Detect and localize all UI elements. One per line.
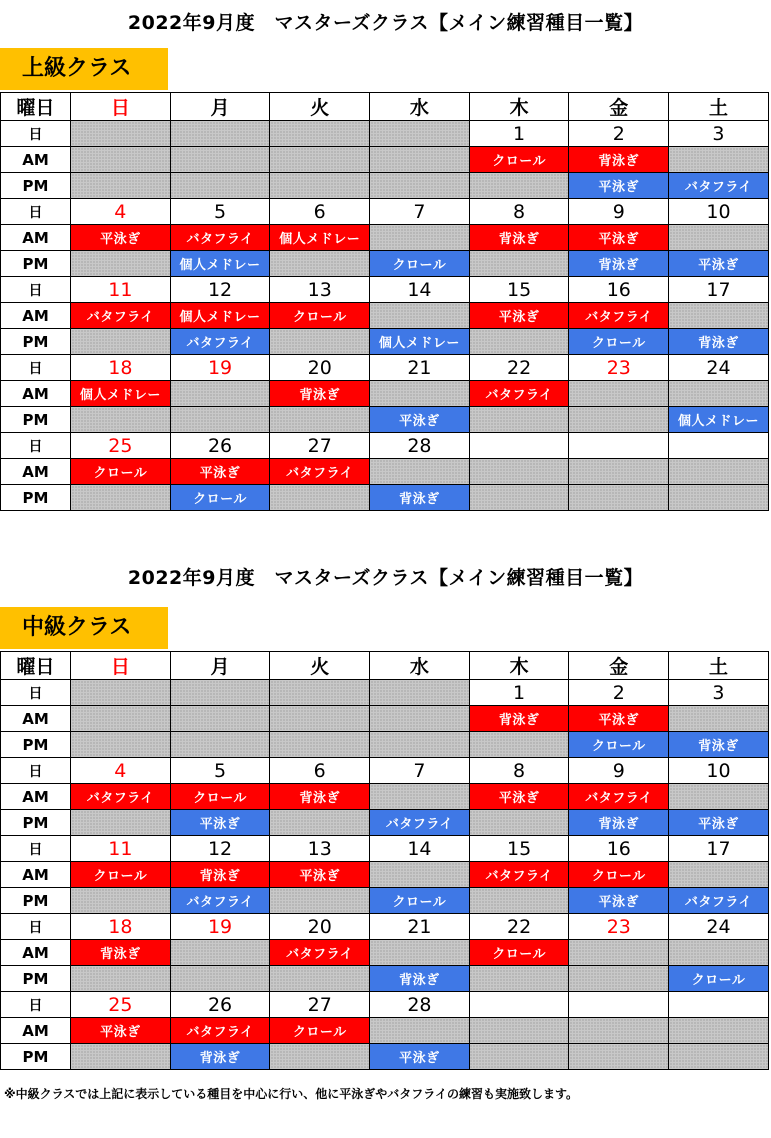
date-cell: 25 [71, 992, 171, 1018]
empty-cell [569, 1044, 669, 1070]
empty-cell [569, 966, 669, 992]
event-cell: クロール [569, 732, 669, 758]
event-cell: クロール [669, 966, 769, 992]
empty-cell [569, 485, 669, 511]
date-cell [569, 433, 669, 459]
empty-cell [669, 862, 769, 888]
empty-cell [71, 485, 171, 511]
date-row [1, 680, 769, 706]
event-cell: クロール [569, 862, 669, 888]
page-title-2: 2022年9月度 マスターズクラス【メイン練習種目一覧】 [127, 567, 644, 589]
header-label: 曜日 [1, 652, 71, 680]
event-cell: バタフライ [370, 810, 470, 836]
empty-cell [370, 381, 470, 407]
row-label-pm: PM [1, 329, 71, 355]
date-cell: 4 [71, 758, 171, 784]
header-row [1, 93, 769, 121]
empty-cell [170, 706, 270, 732]
date-cell [270, 121, 370, 147]
event-cell: バタフライ [669, 173, 769, 199]
day-header: 月 [170, 93, 270, 121]
empty-cell [170, 732, 270, 758]
day-header: 金 [569, 93, 669, 121]
date-cell: 20 [270, 355, 370, 381]
empty-cell [71, 147, 171, 173]
pm-row [1, 1044, 769, 1070]
pm-row [1, 888, 769, 914]
empty-cell [270, 147, 370, 173]
event-cell: 平泳ぎ [71, 225, 171, 251]
event-cell: 背泳ぎ [469, 225, 569, 251]
event-cell: 背泳ぎ [370, 485, 470, 511]
empty-cell [71, 706, 171, 732]
event-cell: バタフライ [71, 303, 171, 329]
empty-cell [469, 732, 569, 758]
empty-cell [370, 147, 470, 173]
date-cell: 3 [669, 680, 769, 706]
event-cell: バタフライ [170, 888, 270, 914]
date-cell: 1 [469, 121, 569, 147]
empty-cell [71, 810, 171, 836]
event-cell: 平泳ぎ [170, 459, 270, 485]
row-label-am: AM [1, 1018, 71, 1044]
empty-cell [71, 251, 171, 277]
event-cell: バタフライ [270, 940, 370, 966]
date-cell: 8 [469, 199, 569, 225]
empty-cell [669, 1044, 769, 1070]
event-cell: 個人メドレー [170, 251, 270, 277]
day-header: 水 [370, 652, 470, 680]
pm-row [1, 407, 769, 433]
am-row [1, 459, 769, 485]
class-label-intermediate: 中級クラス [0, 607, 168, 649]
event-cell: バタフライ [469, 381, 569, 407]
date-cell: 14 [370, 277, 470, 303]
empty-cell [669, 303, 769, 329]
date-cell: 13 [270, 836, 370, 862]
date-cell: 6 [270, 199, 370, 225]
empty-cell [270, 251, 370, 277]
empty-cell [469, 407, 569, 433]
date-cell: 2 [569, 680, 669, 706]
date-cell: 17 [669, 277, 769, 303]
empty-cell [170, 381, 270, 407]
event-cell: 背泳ぎ [270, 381, 370, 407]
date-cell: 16 [569, 836, 669, 862]
date-cell: 27 [270, 433, 370, 459]
event-cell: 個人メドレー [170, 303, 270, 329]
row-label-am: AM [1, 459, 71, 485]
empty-cell [669, 940, 769, 966]
event-cell: 個人メドレー [270, 225, 370, 251]
event-cell: クロール [370, 251, 470, 277]
event-cell: 平泳ぎ [469, 784, 569, 810]
day-header: 日 [71, 652, 171, 680]
pm-row [1, 732, 769, 758]
empty-cell [370, 173, 470, 199]
row-label-am: AM [1, 147, 71, 173]
event-cell: クロール [170, 784, 270, 810]
date-cell: 10 [669, 758, 769, 784]
date-row [1, 992, 769, 1018]
empty-cell [270, 407, 370, 433]
date-cell [669, 433, 769, 459]
date-cell: 28 [370, 433, 470, 459]
date-cell [469, 433, 569, 459]
date-row [1, 836, 769, 862]
event-cell: 背泳ぎ [370, 966, 470, 992]
event-cell: 個人メドレー [71, 381, 171, 407]
header-row [1, 652, 769, 680]
date-cell: 21 [370, 914, 470, 940]
empty-cell [370, 862, 470, 888]
date-cell: 26 [170, 433, 270, 459]
row-label-am: AM [1, 862, 71, 888]
empty-cell [370, 732, 470, 758]
empty-cell [170, 966, 270, 992]
day-header: 土 [669, 652, 769, 680]
row-label-pm: PM [1, 407, 71, 433]
empty-cell [71, 1044, 171, 1070]
row-label-date: 日 [1, 914, 71, 940]
date-row [1, 121, 769, 147]
empty-cell [370, 784, 470, 810]
date-cell: 21 [370, 355, 470, 381]
am-row [1, 784, 769, 810]
date-cell: 22 [469, 914, 569, 940]
row-label-date: 日 [1, 680, 71, 706]
date-cell [270, 680, 370, 706]
empty-cell [469, 1044, 569, 1070]
event-cell: バタフライ [170, 225, 270, 251]
page-title: 2022年9月度 マスターズクラス【メイン練習種目一覧】 [127, 12, 644, 34]
date-cell [469, 992, 569, 1018]
date-cell: 13 [270, 277, 370, 303]
date-row [1, 758, 769, 784]
event-cell: バタフライ [669, 888, 769, 914]
event-cell: 平泳ぎ [370, 407, 470, 433]
row-label-am: AM [1, 381, 71, 407]
empty-cell [669, 784, 769, 810]
empty-cell [569, 940, 669, 966]
empty-cell [270, 732, 370, 758]
empty-cell [469, 251, 569, 277]
date-cell: 16 [569, 277, 669, 303]
date-cell: 2 [569, 121, 669, 147]
row-label-date: 日 [1, 121, 71, 147]
am-row [1, 862, 769, 888]
row-label-am: AM [1, 303, 71, 329]
event-cell: 個人メドレー [370, 329, 470, 355]
date-cell: 4 [71, 199, 171, 225]
date-cell: 26 [170, 992, 270, 1018]
event-cell: バタフライ [469, 862, 569, 888]
date-cell: 5 [170, 758, 270, 784]
pm-row [1, 173, 769, 199]
day-header: 土 [669, 93, 769, 121]
event-cell: 平泳ぎ [669, 251, 769, 277]
event-cell: 平泳ぎ [71, 1018, 171, 1044]
date-row [1, 914, 769, 940]
pm-row [1, 329, 769, 355]
empty-cell [71, 888, 171, 914]
date-row [1, 433, 769, 459]
row-label-pm: PM [1, 173, 71, 199]
date-cell: 1 [469, 680, 569, 706]
date-cell: 14 [370, 836, 470, 862]
row-label-pm: PM [1, 732, 71, 758]
empty-cell [469, 1018, 569, 1044]
date-cell: 11 [71, 277, 171, 303]
empty-cell [170, 173, 270, 199]
class-label-advanced: 上級クラス [0, 48, 168, 90]
empty-cell [669, 485, 769, 511]
empty-cell [469, 459, 569, 485]
date-cell: 7 [370, 758, 470, 784]
date-cell: 23 [569, 355, 669, 381]
am-row [1, 225, 769, 251]
date-cell: 23 [569, 914, 669, 940]
empty-cell [170, 407, 270, 433]
am-row [1, 303, 769, 329]
empty-cell [469, 810, 569, 836]
row-label-pm: PM [1, 251, 71, 277]
event-cell: クロール [469, 147, 569, 173]
event-cell: 平泳ぎ [569, 225, 669, 251]
event-cell: 平泳ぎ [469, 303, 569, 329]
day-header: 金 [569, 652, 669, 680]
header-label: 曜日 [1, 93, 71, 121]
schedule-table-intermediate [0, 651, 769, 1070]
date-cell: 22 [469, 355, 569, 381]
am-row [1, 1018, 769, 1044]
date-cell: 15 [469, 277, 569, 303]
row-label-date: 日 [1, 836, 71, 862]
date-cell [170, 680, 270, 706]
event-cell: バタフライ [270, 459, 370, 485]
event-cell: 背泳ぎ [469, 706, 569, 732]
pm-row [1, 810, 769, 836]
row-label-pm: PM [1, 810, 71, 836]
empty-cell [370, 225, 470, 251]
empty-cell [270, 1044, 370, 1070]
date-cell: 9 [569, 199, 669, 225]
empty-cell [669, 225, 769, 251]
event-cell: 背泳ぎ [71, 940, 171, 966]
event-cell: 背泳ぎ [569, 251, 669, 277]
event-cell: クロール [469, 940, 569, 966]
empty-cell [71, 732, 171, 758]
event-cell: 平泳ぎ [270, 862, 370, 888]
day-header: 火 [270, 93, 370, 121]
day-header: 月 [170, 652, 270, 680]
am-row [1, 381, 769, 407]
date-cell [370, 121, 470, 147]
empty-cell [569, 407, 669, 433]
empty-cell [71, 407, 171, 433]
date-cell: 7 [370, 199, 470, 225]
date-cell: 27 [270, 992, 370, 1018]
empty-cell [469, 173, 569, 199]
event-cell: バタフライ [569, 303, 669, 329]
event-cell: クロール [170, 485, 270, 511]
date-cell [71, 680, 171, 706]
day-header: 水 [370, 93, 470, 121]
schedule-table-advanced [0, 92, 769, 511]
row-label-date: 日 [1, 433, 71, 459]
event-cell: 背泳ぎ [270, 784, 370, 810]
date-cell: 10 [669, 199, 769, 225]
date-cell: 8 [469, 758, 569, 784]
event-cell: 平泳ぎ [370, 1044, 470, 1070]
event-cell: 背泳ぎ [669, 329, 769, 355]
date-cell: 19 [170, 914, 270, 940]
empty-cell [170, 147, 270, 173]
date-cell: 15 [469, 836, 569, 862]
event-cell: 平泳ぎ [569, 173, 669, 199]
row-label-date: 日 [1, 758, 71, 784]
day-header: 木 [469, 652, 569, 680]
date-cell [569, 992, 669, 1018]
event-cell: クロール [270, 1018, 370, 1044]
empty-cell [270, 706, 370, 732]
event-cell: 平泳ぎ [170, 810, 270, 836]
event-cell: クロール [270, 303, 370, 329]
row-label-am: AM [1, 940, 71, 966]
empty-cell [569, 381, 669, 407]
event-cell: 背泳ぎ [170, 1044, 270, 1070]
empty-cell [569, 1018, 669, 1044]
row-label-date: 日 [1, 277, 71, 303]
event-cell: バタフライ [170, 1018, 270, 1044]
event-cell: バタフライ [170, 329, 270, 355]
date-cell: 18 [71, 914, 171, 940]
empty-cell [71, 329, 171, 355]
empty-cell [469, 966, 569, 992]
date-cell: 17 [669, 836, 769, 862]
date-cell: 12 [170, 277, 270, 303]
row-label-pm: PM [1, 485, 71, 511]
event-cell: クロール [71, 862, 171, 888]
empty-cell [270, 810, 370, 836]
event-cell: 背泳ぎ [669, 732, 769, 758]
row-label-am: AM [1, 784, 71, 810]
empty-cell [669, 147, 769, 173]
empty-cell [270, 173, 370, 199]
row-label-date: 日 [1, 992, 71, 1018]
event-cell: バタフライ [569, 784, 669, 810]
event-cell: クロール [569, 329, 669, 355]
date-cell: 9 [569, 758, 669, 784]
date-cell: 20 [270, 914, 370, 940]
empty-cell [569, 459, 669, 485]
row-label-pm: PM [1, 1044, 71, 1070]
event-cell: 平泳ぎ [569, 888, 669, 914]
row-label-am: AM [1, 225, 71, 251]
row-label-pm: PM [1, 888, 71, 914]
date-cell [170, 121, 270, 147]
am-row [1, 706, 769, 732]
row-label-date: 日 [1, 355, 71, 381]
empty-cell [270, 485, 370, 511]
date-cell: 24 [669, 914, 769, 940]
date-cell: 18 [71, 355, 171, 381]
empty-cell [669, 1018, 769, 1044]
empty-cell [270, 966, 370, 992]
date-cell: 11 [71, 836, 171, 862]
date-cell: 19 [170, 355, 270, 381]
row-label-am: AM [1, 706, 71, 732]
day-header: 火 [270, 652, 370, 680]
empty-cell [669, 381, 769, 407]
am-row [1, 940, 769, 966]
event-cell: 平泳ぎ [669, 810, 769, 836]
event-cell: 背泳ぎ [569, 810, 669, 836]
day-header: 日 [71, 93, 171, 121]
am-row [1, 147, 769, 173]
empty-cell [370, 706, 470, 732]
empty-cell [370, 940, 470, 966]
event-cell: 背泳ぎ [569, 147, 669, 173]
empty-cell [469, 888, 569, 914]
empty-cell [669, 459, 769, 485]
event-cell: 平泳ぎ [569, 706, 669, 732]
date-cell: 6 [270, 758, 370, 784]
event-cell: 背泳ぎ [170, 862, 270, 888]
row-label-pm: PM [1, 966, 71, 992]
date-cell: 25 [71, 433, 171, 459]
empty-cell [469, 329, 569, 355]
pm-row [1, 485, 769, 511]
date-cell [370, 680, 470, 706]
pm-row [1, 251, 769, 277]
date-cell: 12 [170, 836, 270, 862]
empty-cell [270, 888, 370, 914]
date-cell: 24 [669, 355, 769, 381]
empty-cell [170, 940, 270, 966]
empty-cell [469, 485, 569, 511]
empty-cell [370, 459, 470, 485]
pm-row [1, 966, 769, 992]
event-cell: バタフライ [71, 784, 171, 810]
empty-cell [370, 303, 470, 329]
empty-cell [71, 173, 171, 199]
date-cell: 28 [370, 992, 470, 1018]
date-row [1, 199, 769, 225]
empty-cell [71, 966, 171, 992]
empty-cell [370, 1018, 470, 1044]
date-cell [71, 121, 171, 147]
empty-cell [270, 329, 370, 355]
date-cell: 3 [669, 121, 769, 147]
event-cell: 個人メドレー [669, 407, 769, 433]
date-cell: 5 [170, 199, 270, 225]
row-label-date: 日 [1, 199, 71, 225]
date-row [1, 277, 769, 303]
event-cell: クロール [71, 459, 171, 485]
day-header: 木 [469, 93, 569, 121]
footnote: ※中級クラスでは上記に表示している種目を中心に行い、他に平泳ぎやバタフライの練習も実施致します。 [4, 1087, 578, 1101]
empty-cell [669, 706, 769, 732]
date-cell [669, 992, 769, 1018]
date-row [1, 355, 769, 381]
event-cell: クロール [370, 888, 470, 914]
